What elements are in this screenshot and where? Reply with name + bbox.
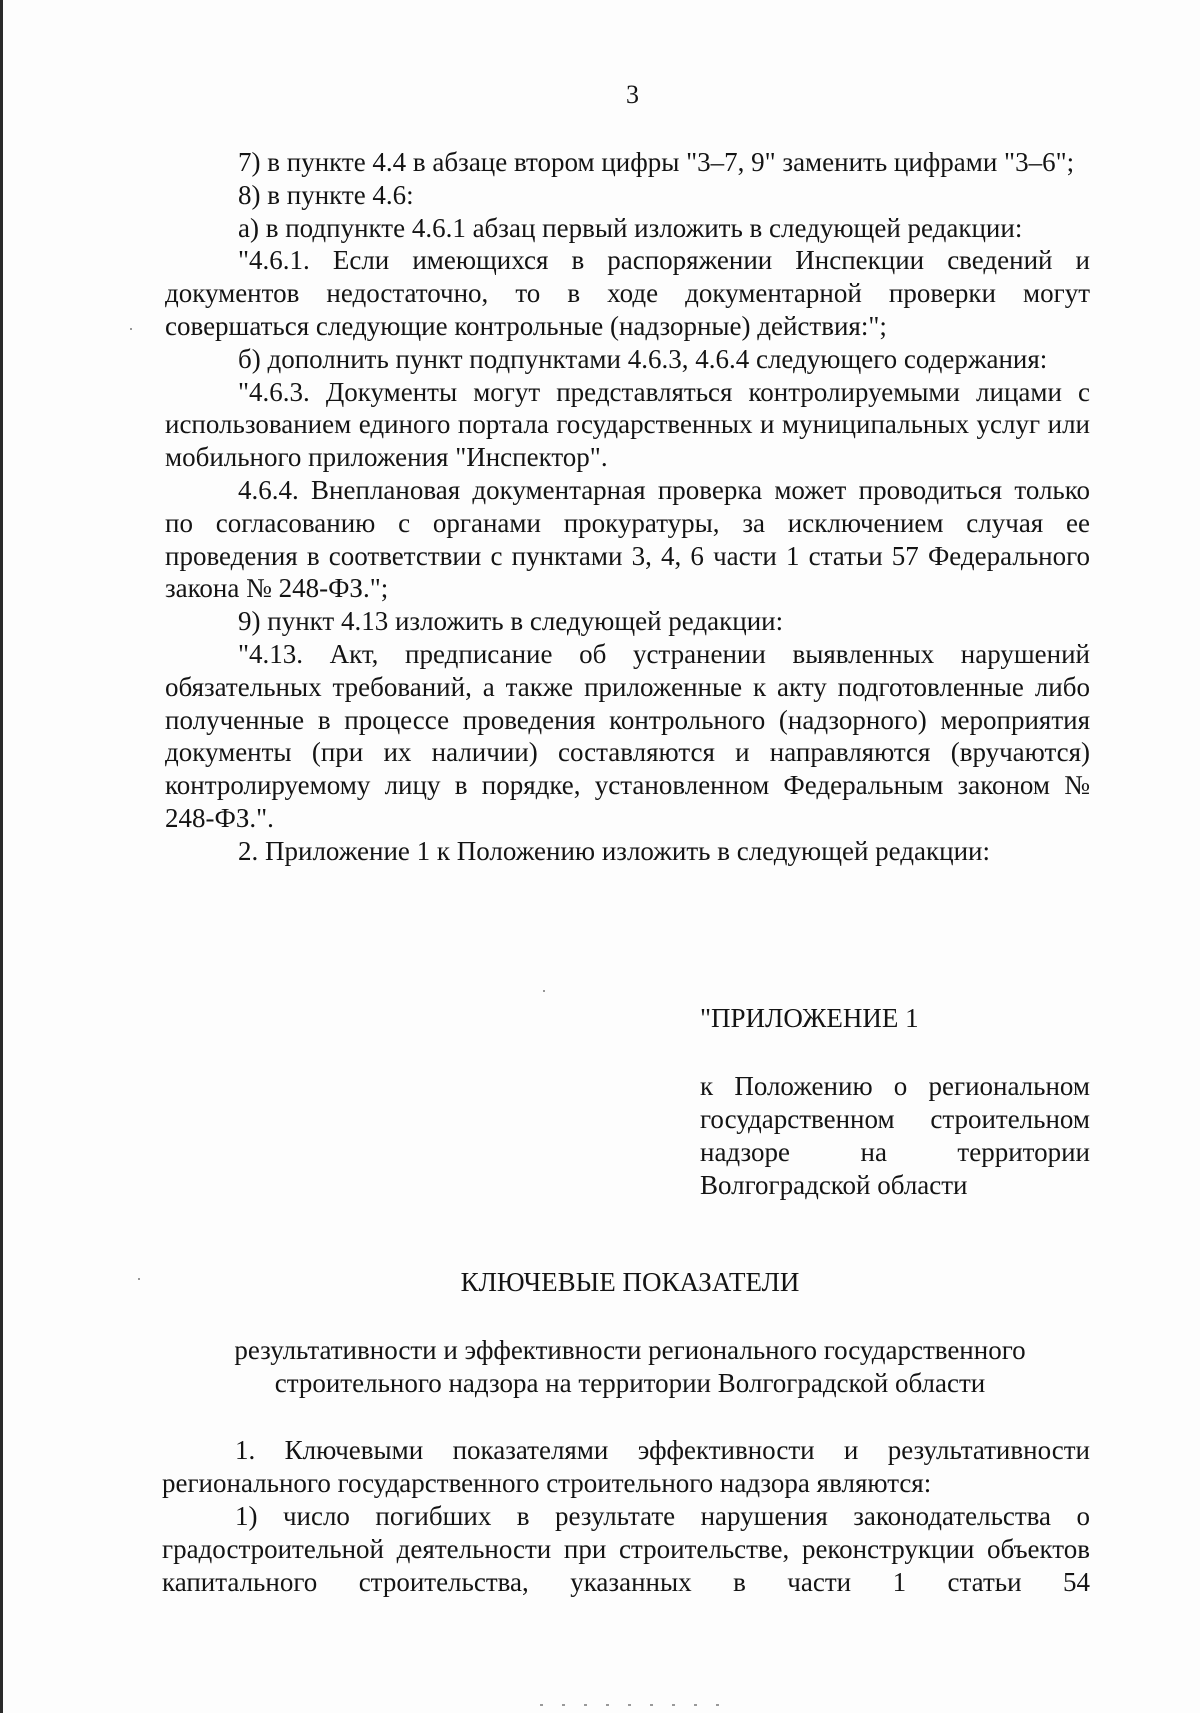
- amendment-quote-4-13: "4.13. Акт, предписание об устранении выявленных нарушений обязательных требований, а также приложенные к акту подготовленные либо полученные в процессе проведения контрольного (надзорного) мероприятия документы (при их наличии) составляются и направляются (вручаются) контролируемому лицу в порядке, установленном Федеральным законом № 248-ФЗ.".: [165, 638, 1090, 833]
- amendment-paragraph-2: 2. Приложение 1 к Положению изложить в следующей редакции:: [238, 835, 990, 866]
- appendix-caption-text: к Положению о региональном государственном строительном надзоре на территории Волгоградской области: [700, 1071, 1090, 1200]
- page-number: 3: [626, 80, 639, 109]
- section-paragraphs: [162, 1434, 1090, 1599]
- amendments-block: [165, 146, 1090, 868]
- section-subtitle-line-2: строительного надзора на территории Волгоградской области: [274, 1367, 986, 1398]
- amendment-paragraph-8b: б) дополнить пункт подпунктами 4.6.3, 4.6.4 следующего содержания:: [238, 343, 1048, 374]
- scan-edge-shadow: [0, 0, 3, 1713]
- amendment-paragraph-9: 9) пункт 4.13 изложить в следующей редакции:: [238, 606, 784, 637]
- amendment-paragraph-7: 7) в пункте 4.4 в абзаце втором цифры "3–7, 9" заменить цифрами "3–6";: [238, 147, 1075, 177]
- amendment-quote-4-6-3: "4.6.3. Документы могут представляться контролируемыми лицами с использованием единого портала государственных и муниципальных услуг или мобильного приложения "Инспектор".: [165, 376, 1090, 473]
- scan-dots: [540, 1704, 730, 1706]
- amendment-quote-4-6-1: "4.6.1. Если имеющихся в распоряжении Инспекции сведений и документов недостаточно, то в ходе документарной проверки могут совершаться следующие контрольные (надзорные) действия:";: [165, 245, 1090, 341]
- section-subtitle-line-1: результативности и эффективности регионального государственного: [234, 1335, 1026, 1365]
- appendix-title: "ПРИЛОЖЕНИЕ 1: [700, 1003, 919, 1033]
- scan-speck: [543, 990, 545, 992]
- amendment-quote-4-6-4: 4.6.4. Внеплановая документарная проверка может проводиться только по согласованию с органами прокуратуры, за исключением случая ее проведения в соответствии с пунктами 3, 4, 6 части 1 статьи 57 Федерального закона № 248-ФЗ.";: [165, 474, 1090, 604]
- amendment-paragraph-8: 8) в пункте 4.6:: [238, 179, 414, 210]
- scan-speck: [130, 328, 132, 330]
- appendix-caption: [700, 1070, 1090, 1202]
- section-title: КЛЮЧЕВЫЕ ПОКАЗАТЕЛИ: [460, 1267, 800, 1297]
- scan-speck: [138, 1278, 140, 1280]
- section-paragraph-1-1: 1) число погибших в результате нарушения законодательства о градостроительной деятельности при строительстве, реконструкции объектов капитального строительства, указанных в части 1 статьи 54: [162, 1501, 1090, 1597]
- amendment-paragraph-8a: а) в подпункте 4.6.1 абзац первый изложить в следующей редакции:: [238, 212, 1023, 243]
- section-subtitle: [150, 1334, 1110, 1399]
- section-paragraph-1: 1. Ключевыми показателями эффективности и результативности регионального государственного строительного надзора являются:: [162, 1435, 1090, 1498]
